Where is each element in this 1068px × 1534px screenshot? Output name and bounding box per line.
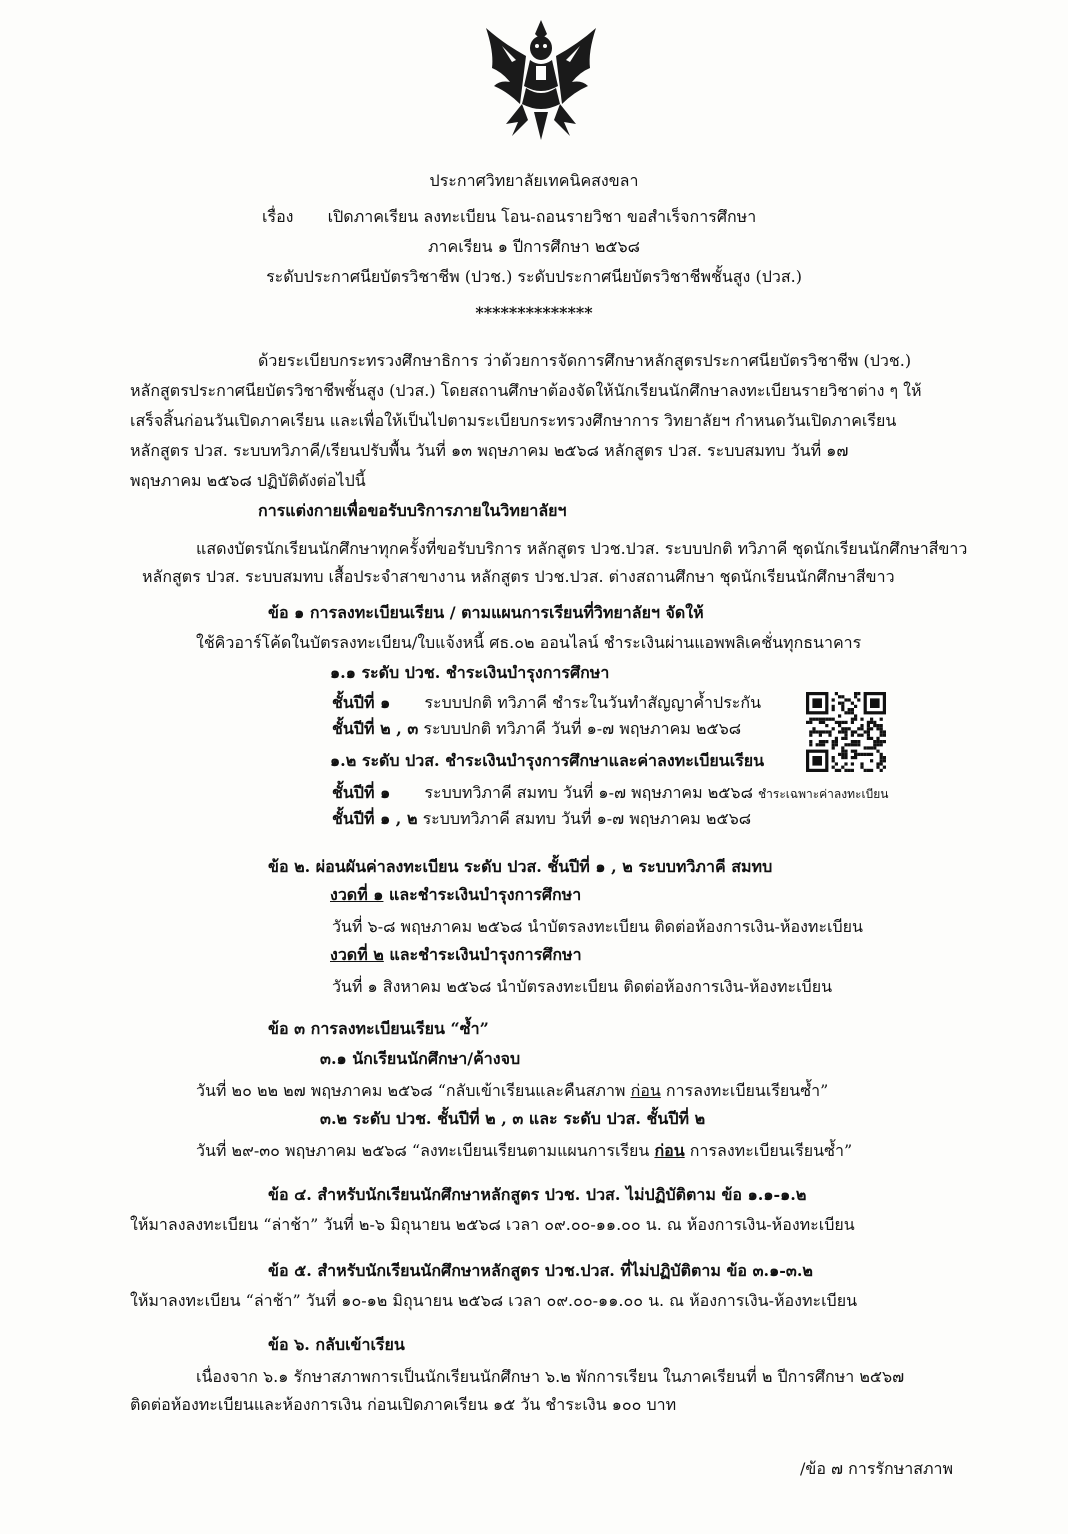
payment-qr-code[interactable] [806, 692, 886, 772]
section-1-2-year12 [332, 808, 751, 830]
section-1-1-year23 [332, 718, 741, 740]
section-3-2-detail [196, 1140, 852, 1162]
installment-text: และชำระเงินบำรุงการศึกษา [383, 885, 582, 904]
installment-text: และชำระเงินบำรุงการศึกษา [383, 945, 582, 964]
section-1-1-heading: ๑.๑ ระดับ ปวช. ชำระเงินบำรุงการศึกษา [330, 663, 610, 682]
section-4-heading: ข้อ ๔. สำหรับนักเรียนนักศึกษาหลักสูตร ปวช. ปวส. ไม่ปฏิบัติตาม ข้อ ๑.๑-๑.๒ [268, 1185, 807, 1204]
year-label: ชั้นปีที่ ๑ [332, 783, 391, 802]
section-6-line-1: เนื่องจาก ๖.๑ รักษาสภาพการเป็นนักเรียนนักศึกษา ๖.๒ พักการเรียน ในภาคเรียนที่ ๒ ปีการศึกษา ๒๕๖๗ [196, 1367, 905, 1386]
intro-line-5: พฤษภาคม ๒๕๖๘ ปฏิบัติดังต่อไปนี้ [130, 471, 366, 490]
section-2-heading: ข้อ ๒. ผ่อนผันค่าลงทะเบียน ระดับ ปวส. ชั้นปีที่ ๑ , ๒ ระบบทวิภาคี สมทบ [268, 857, 773, 876]
intro-line-3: เสร็จสิ้นก่อนวันเปิดภาคเรียน และเพื่อให้เป็นไปตามระเบียบกระทรวงศึกษาการ วิทยาลัยฯ กำหนดวันเปิดภาคเรียน [130, 411, 897, 430]
dress-heading: การแต่งกายเพื่อขอรับบริการภายในวิทยาลัยฯ [258, 501, 567, 520]
detail-emphasis: ก่อน [654, 1141, 685, 1160]
dress-line-1: แสดงบัตรนักเรียนนักศึกษาทุกครั้งที่ขอรับบริการ หลักสูตร ปวช.ปวส. ระบบปกติ ทวิภาคี ชุดนักเรียนนักศึกษาสีขาว [196, 539, 968, 558]
year-label: ชั้นปีที่ ๒ , ๓ [332, 719, 419, 738]
year-label: ชั้นปีที่ ๑ , ๒ [332, 809, 418, 828]
year-detail: ระบบทวิภาคี สมทบ วันที่ ๑-๗ พฤษภาคม ๒๕๖๘ [424, 783, 753, 802]
installment-label: งวดที่ ๑ [330, 885, 384, 904]
installment-1-detail: วันที่ ๖-๘ พฤษภาคม ๒๕๖๘ นำบัตรลงทะเบียน ติดต่อห้องการเงิน-ห้องทะเบียน [332, 917, 863, 936]
section-1-2-year1 [332, 782, 888, 805]
section-1-intro: ใช้คิวอาร์โค้ดในบัตรลงทะเบียน/ใบแจ้งหนี้ ศธ.๐๒ ออนไลน์ ชำระเงินผ่านแอพพลิเคชั่นทุกธนาคาร [196, 633, 862, 652]
detail-text: การลงทะเบียนเรียนซ้ำ” [684, 1141, 853, 1160]
garuda-emblem-icon [476, 16, 606, 146]
section-5-detail: ให้มาลงทะเบียน “ล่าช้า” วันที่ ๑๐-๑๒ มิถุนายน ๒๕๖๘ เวลา ๐๙.๐๐-๑๑.๐๐ น. ณ ห้องการเงิน-ห้องทะเบียน [130, 1291, 858, 1310]
section-3-1-detail [196, 1080, 828, 1102]
subject-label: เรื่อง [262, 207, 294, 226]
intro-line-2: หลักสูตรประกาศนียบัตรวิชาชีพชั้นสูง (ปวส.) โดยสถานศึกษาต้องจัดให้นักเรียนนักศึกษาลงทะเบียนรายวิชาต่าง ๆ ให้ [130, 381, 922, 400]
section-3-2-heading: ๓.๒ ระดับ ปวช. ชั้นปีที่ ๒ , ๓ และ ระดับ ปวส. ชั้นปีที่ ๒ [320, 1109, 706, 1128]
dress-line-2: หลักสูตร ปวส. ระบบสมทบ เสื้อประจำสาขางาน หลักสูตร ปวช.ปวส. ต่างสถานศึกษา ชุดนักเรียนนักศึกษาสีขาว [142, 567, 895, 586]
section-3-1-heading: ๓.๑ นักเรียนนักศึกษา/ค้างจบ [320, 1049, 521, 1068]
detail-text: วันที่ ๒๙-๓๐ พฤษภาคม ๒๕๖๘ “ลงทะเบียนเรียนตามแผนการเรียน [196, 1141, 655, 1160]
year-note: ชำระเฉพาะค่าลงทะเบียน [758, 787, 889, 801]
installment-label: งวดที่ ๒ [330, 945, 384, 964]
section-1-1-year1 [332, 692, 761, 714]
section-3-heading: ข้อ ๓ การลงทะเบียนเรียน “ซ้ำ” [268, 1019, 489, 1038]
year-detail: ระบบปกติ ทวิภาคี วันที่ ๑-๗ พฤษภาคม ๒๕๖๘ [423, 719, 742, 738]
year-label: ชั้นปีที่ ๑ [332, 693, 391, 712]
section-6-heading: ข้อ ๖. กลับเข้าเรียน [268, 1335, 405, 1354]
year-detail: ระบบปกติ ทวิภาคี ชำระในวันทำสัญญาค้ำประกัน [424, 693, 761, 712]
installment-2-detail: วันที่ ๑ สิงหาคม ๒๕๖๘ นำบัตรลงทะเบียน ติดต่อห้องการเงิน-ห้องทะเบียน [332, 977, 833, 996]
installment-1 [330, 884, 581, 906]
subject-text: เปิดภาคเรียน ลงทะเบียน โอน-ถอนรายวิชา ขอสำเร็จการศึกษา [327, 207, 757, 226]
installment-2 [330, 944, 582, 966]
divider-stars: ************** [475, 303, 593, 322]
detail-text: การลงทะเบียนเรียนซ้ำ” [660, 1081, 829, 1100]
year-detail: ระบบทวิภาคี สมทบ วันที่ ๑-๗ พฤษภาคม ๒๕๖๘ [422, 809, 752, 828]
section-1-heading: ข้อ ๑ การลงทะเบียนเรียน / ตามแผนการเรียนที่วิทยาลัยฯ จัดให้ [268, 603, 704, 622]
detail-text: วันที่ ๒๐ ๒๒ ๒๗ พฤษภาคม ๒๕๖๘ “กลับเข้าเรียนและคืนสภาพ [196, 1081, 631, 1100]
announcement-title: ประกาศวิทยาลัยเทคนิคสงขลา [429, 171, 639, 190]
section-5-heading: ข้อ ๕. สำหรับนักเรียนนักศึกษาหลักสูตร ปวช.ปวส. ที่ไม่ปฏิบัติตาม ข้อ ๓.๑-๓.๒ [268, 1261, 813, 1280]
section-1-2-heading: ๑.๒ ระดับ ปวส. ชำระเงินบำรุงการศึกษาและค่าลงทะเบียนเรียน [330, 751, 765, 770]
section-6-line-2: ติดต่อห้องทะเบียนและห้องการเงิน ก่อนเปิดภาคเรียน ๑๕ วัน ชำระเงิน ๑๐๐ บาท [130, 1395, 677, 1414]
term-line: ภาคเรียน ๑ ปีการศึกษา ๒๕๖๘ [428, 237, 640, 256]
intro-line-4: หลักสูตร ปวส. ระบบทวิภาคี/เรียนปรับพื้น วันที่ ๑๓ พฤษภาคม ๒๕๖๘ หลักสูตร ปวส. ระบบสมทบ วันที่ ๑๗ [130, 441, 849, 460]
levels-line: ระดับประกาศนียบัตรวิชาชีพ (ปวช.) ระดับประกาศนียบัตรวิชาชีพชั้นสูง (ปวส.) [266, 267, 802, 286]
continuation-note: /ข้อ ๗ การรักษาสภาพ [800, 1459, 954, 1478]
subject-line [262, 206, 756, 228]
detail-emphasis: ก่อน [630, 1081, 661, 1100]
intro-line-1: ด้วยระเบียบกระทรวงศึกษาธิการ ว่าด้วยการจัดการศึกษาหลักสูตรประกาศนียบัตรวิชาชีพ (ปวช.) [258, 351, 912, 370]
section-4-detail: ให้มาลงลงทะเบียน “ล่าช้า” วันที่ ๒-๖ มิถุนายน ๒๕๖๘ เวลา ๐๙.๐๐-๑๑.๐๐ น. ณ ห้องการเงิน-ห้องทะเบียน [130, 1215, 855, 1234]
